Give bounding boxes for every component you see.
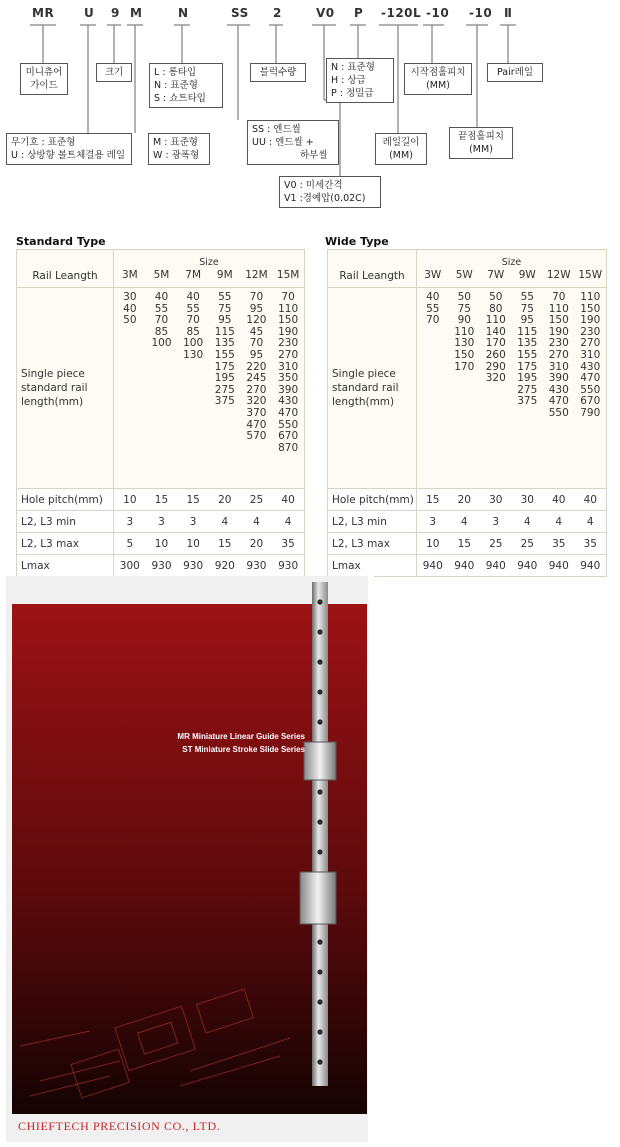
length-value: 275 — [517, 383, 538, 396]
length-value: 75 — [218, 302, 232, 315]
box-line: V1 :경예압(0.02C) — [284, 193, 366, 204]
row-values — [114, 516, 304, 528]
row-value: 4 — [253, 515, 260, 528]
box-line: Pair레일 — [496, 67, 534, 78]
length-value: 110 — [454, 325, 475, 338]
length-value: 40 — [123, 302, 137, 315]
length-value: 40 — [426, 291, 440, 303]
size-header — [417, 250, 607, 288]
box-size — [96, 63, 132, 82]
box-line: 블럭수량 — [259, 67, 297, 78]
row-value: 930 — [151, 559, 172, 572]
length-value: 115 — [214, 325, 235, 338]
row-values — [417, 560, 606, 572]
length-column — [449, 292, 479, 420]
box-line: 가이드 — [30, 80, 58, 91]
length-value: 150 — [454, 348, 475, 361]
row-value: 15 — [186, 493, 200, 506]
length-value: 155 — [214, 348, 235, 361]
lengths-columns — [417, 292, 606, 420]
length-column — [273, 292, 303, 454]
box-line: (MM) — [469, 144, 493, 155]
length-column — [241, 292, 271, 454]
row-values — [417, 516, 606, 528]
length-value: 550 — [278, 418, 299, 431]
box-line: 끝점홀피치 — [458, 131, 504, 142]
row-label: L2, L3 min — [328, 511, 417, 533]
length-value: 110 — [580, 291, 601, 303]
code-seal: SS — [231, 6, 249, 20]
lengths-label-cell — [17, 288, 114, 489]
lengths-label: Single piece standard rail length(mm) — [332, 368, 399, 408]
size-code: 7M — [185, 269, 202, 281]
length-value: 85 — [154, 325, 169, 338]
length-value: 130 — [454, 337, 475, 350]
row-values — [417, 494, 606, 506]
length-column — [481, 292, 511, 420]
size-code: 5W — [455, 269, 473, 281]
length-value: 95 — [520, 314, 534, 327]
box-line: SS : 엔드씰 — [252, 124, 301, 135]
size-code: 9W — [518, 269, 536, 281]
length-value: 270 — [548, 348, 569, 361]
box-block-type — [149, 63, 223, 108]
row-value: 4 — [555, 515, 563, 528]
length-value: 50 — [489, 291, 503, 303]
length-value: 40 — [186, 291, 200, 303]
row-value: 940 — [454, 559, 475, 572]
box-line: 시작점홀피치 — [410, 67, 466, 78]
size-label: Size — [501, 257, 522, 268]
length-value: 70 — [186, 314, 200, 327]
box-line: 무기호 : 표준형 — [11, 137, 76, 148]
box-line: V0 : 미세간격 — [284, 180, 343, 191]
length-value: 195 — [214, 372, 235, 385]
row-value: 35 — [583, 537, 597, 550]
linear-rail — [312, 582, 328, 1086]
length-value: 85 — [186, 325, 200, 338]
row-value: 25 — [249, 493, 264, 506]
length-value: 370 — [246, 406, 267, 419]
length-value: 95 — [218, 314, 232, 327]
length-value: 150 — [278, 314, 299, 327]
length-value: 50 — [457, 291, 471, 303]
row-value: 25 — [520, 537, 534, 550]
size-code: 9M — [216, 269, 233, 281]
standard-type-table — [16, 249, 305, 577]
row-label: L2, L3 max — [328, 533, 417, 555]
row-value: 10 — [123, 493, 137, 506]
length-value: 390 — [278, 383, 299, 396]
row-value: 3 — [492, 515, 500, 528]
length-value: 470 — [580, 372, 601, 385]
box-width — [148, 133, 210, 165]
length-value: 100 — [183, 337, 204, 350]
length-value: 115 — [517, 325, 538, 338]
row-value: 930 — [246, 559, 267, 572]
row-value: 4 — [284, 515, 292, 528]
length-value: 170 — [485, 337, 506, 350]
lengths-cell — [114, 288, 305, 489]
length-value: 70 — [426, 314, 440, 327]
length-column — [575, 292, 605, 420]
series-line-2: ST Miniature Stroke Slide Series — [182, 745, 305, 754]
size-code: 12W — [546, 269, 571, 281]
catalog-cover-art — [0, 576, 374, 1142]
row-value: 940 — [580, 559, 601, 572]
length-value: 190 — [278, 325, 299, 338]
row-value: 15 — [154, 493, 169, 506]
code-rail-length: -120L — [381, 6, 422, 20]
size-header — [114, 250, 305, 288]
length-value: 310 — [278, 360, 299, 373]
box-material — [6, 133, 132, 165]
size-label: Size — [199, 257, 219, 268]
length-value: 390 — [548, 372, 569, 385]
code-block-qty: 2 — [273, 6, 282, 20]
length-value: 430 — [548, 383, 569, 396]
length-value: 790 — [580, 406, 601, 419]
length-value: 220 — [246, 360, 267, 373]
row-value: 10 — [154, 537, 169, 550]
lengths-label: Single piece standard rail length(mm) — [21, 368, 88, 408]
code-width: M — [130, 6, 143, 20]
length-value: 470 — [278, 406, 299, 419]
rail-length-label: Rail Leangth — [32, 269, 98, 282]
length-value: 570 — [246, 430, 267, 443]
length-column — [544, 292, 574, 420]
box-precision — [326, 58, 394, 103]
box-line: 하부씰 — [300, 150, 328, 161]
length-value: 470 — [548, 395, 569, 408]
length-value: 270 — [580, 337, 601, 350]
length-value: 175 — [517, 360, 538, 373]
size-code: 15W — [578, 269, 603, 281]
row-value: 4 — [460, 515, 468, 528]
box-line: N : 표준형 — [154, 80, 198, 91]
length-value: 30 — [123, 291, 137, 303]
length-column — [418, 292, 448, 420]
code-size: 9 — [111, 6, 120, 20]
length-value: 90 — [457, 314, 471, 327]
slide-block-upper — [304, 742, 336, 780]
length-column — [178, 292, 208, 454]
box-line: W : 광폭형 — [153, 150, 200, 161]
row-value: 940 — [422, 559, 443, 572]
box-line: U : 상방향 볼트체결용 레일 — [11, 150, 126, 161]
length-value: 320 — [246, 395, 267, 408]
row-values — [114, 560, 304, 572]
size-code: 3W — [424, 269, 442, 281]
length-value: 55 — [186, 302, 200, 315]
length-value: 310 — [580, 348, 601, 361]
box-line: 레일길이 — [382, 137, 420, 148]
length-value: 270 — [246, 383, 267, 396]
length-value: 50 — [123, 314, 137, 327]
size-code: 15M — [276, 269, 300, 281]
row-label: Lmax — [328, 555, 417, 577]
row-value: 10 — [426, 537, 440, 550]
row-value: 15 — [218, 537, 232, 550]
length-value: 230 — [278, 337, 299, 350]
row-value: 3 — [158, 515, 165, 528]
row-value: 10 — [186, 537, 200, 550]
length-value: 230 — [580, 325, 601, 338]
size-codes — [114, 269, 304, 281]
length-value: 320 — [485, 372, 506, 385]
row-value: 940 — [548, 559, 569, 572]
length-value: 195 — [517, 372, 538, 385]
length-value: 175 — [214, 360, 235, 373]
row-value: 30 — [520, 493, 534, 506]
length-value: 550 — [548, 406, 569, 419]
product-catalog-photo — [0, 576, 374, 1142]
size-code: 12M — [245, 269, 268, 281]
length-value: 55 — [426, 302, 440, 315]
length-column — [512, 292, 542, 420]
row-label: L2, L3 max — [17, 533, 114, 555]
row-value: 3 — [126, 515, 134, 528]
series-line-1: MR Miniature Linear Guide Series — [177, 732, 305, 741]
row-value: 920 — [214, 559, 235, 572]
row-value: 930 — [183, 559, 204, 572]
length-value: 670 — [278, 430, 299, 443]
row-value: 300 — [119, 559, 140, 572]
length-column — [210, 292, 240, 454]
length-value: 55 — [154, 302, 169, 315]
length-value: 75 — [457, 302, 471, 315]
length-value: 170 — [454, 360, 475, 373]
length-value: 45 — [249, 325, 264, 338]
company-name: CHIEFTECH PRECISION CO., LTD. — [18, 1119, 221, 1133]
row-values — [114, 538, 304, 550]
length-value: 110 — [278, 302, 299, 315]
row-values — [417, 538, 606, 550]
row-value: 4 — [586, 515, 594, 528]
code-precision: P — [354, 6, 364, 20]
row-value: 940 — [517, 559, 538, 572]
row-value: 40 — [583, 493, 597, 506]
box-line: N : 표준형 — [331, 62, 375, 73]
row-value: 35 — [552, 537, 566, 550]
rail-length-header — [328, 250, 417, 288]
row-value: 3 — [429, 515, 437, 528]
lengths-columns — [114, 292, 304, 454]
length-value: 150 — [580, 302, 601, 315]
length-value: 130 — [183, 348, 204, 361]
length-value: 550 — [580, 383, 601, 396]
box-miniature-guide — [20, 63, 68, 95]
wide-type-title: Wide Type — [325, 235, 389, 248]
wide-type-table — [327, 249, 607, 577]
code-end-pitch: -10 — [469, 6, 493, 20]
length-value: 310 — [548, 360, 569, 373]
length-value: 55 — [520, 291, 534, 303]
length-value: 245 — [246, 372, 267, 385]
length-value: 430 — [580, 360, 601, 373]
length-value: 375 — [214, 395, 235, 408]
length-value: 470 — [246, 418, 267, 431]
row-value: 20 — [249, 537, 264, 550]
size-codes — [417, 269, 606, 281]
box-line: (MM) — [426, 80, 450, 91]
length-value: 120 — [246, 314, 267, 327]
length-value: 230 — [548, 337, 569, 350]
length-value: 100 — [151, 337, 172, 350]
row-value: 15 — [457, 537, 471, 550]
length-value: 70 — [552, 291, 566, 303]
length-value: 75 — [520, 302, 534, 315]
row-value: 25 — [489, 537, 503, 550]
row-value: 30 — [489, 493, 503, 506]
length-value: 80 — [489, 302, 503, 315]
length-value: 155 — [517, 348, 538, 361]
length-value: 350 — [278, 372, 299, 385]
row-label: Hole pitch(mm) — [17, 489, 114, 511]
box-line: L : 롱타입 — [154, 67, 197, 78]
length-value: 135 — [214, 337, 235, 350]
length-value: 430 — [278, 395, 299, 408]
row-label: L2, L3 min — [17, 511, 114, 533]
code-mr: MR — [32, 6, 55, 20]
code-preload: V0 — [316, 6, 335, 20]
length-value: 70 — [281, 291, 295, 303]
box-line: M : 표준형 — [153, 137, 198, 148]
lengths-cell — [417, 288, 607, 489]
length-value: 375 — [517, 395, 538, 408]
row-value: 4 — [221, 515, 229, 528]
length-value: 55 — [218, 291, 232, 303]
row-label: Hole pitch(mm) — [328, 489, 417, 511]
length-value: 670 — [580, 395, 601, 408]
length-value: 870 — [278, 441, 299, 454]
length-value: 95 — [249, 302, 264, 315]
length-value: 190 — [548, 325, 569, 338]
rail-length-header — [17, 250, 114, 288]
length-value: 95 — [249, 348, 264, 361]
box-line: (MM) — [389, 150, 413, 161]
row-value: 20 — [218, 493, 232, 506]
length-value: 70 — [249, 337, 264, 350]
row-value: 5 — [126, 537, 134, 550]
row-value: 930 — [278, 559, 299, 572]
size-code: 5M — [153, 269, 170, 281]
box-pair-rail — [487, 63, 543, 82]
lengths-label-cell — [328, 288, 417, 489]
row-value: 3 — [189, 515, 197, 528]
box-rail-length — [375, 133, 427, 165]
length-value: 110 — [485, 314, 506, 327]
length-value: 140 — [485, 325, 506, 338]
row-value: 20 — [457, 493, 471, 506]
length-column — [146, 292, 176, 454]
length-value: 110 — [548, 302, 569, 315]
row-value: 35 — [281, 537, 295, 550]
row-label: Lmax — [17, 555, 114, 577]
length-column — [115, 292, 145, 454]
row-value: 4 — [523, 515, 531, 528]
box-seal — [247, 120, 339, 165]
size-code: 7W — [487, 269, 505, 281]
box-end-pitch — [449, 127, 513, 159]
row-value: 40 — [281, 493, 295, 506]
box-line: S : 쇼트타입 — [154, 93, 206, 104]
code-u: U — [84, 6, 95, 20]
rail-length-label: Rail Leangth — [339, 269, 405, 282]
box-line: UU : 엔드씰 + — [252, 137, 314, 148]
box-start-pitch — [404, 63, 472, 95]
length-value: 190 — [580, 314, 601, 327]
length-value: 270 — [278, 348, 299, 361]
box-line: 크기 — [104, 67, 124, 78]
box-line: H : 상급 — [331, 75, 366, 86]
size-code: 3M — [121, 269, 138, 281]
length-value: 70 — [154, 314, 169, 327]
length-value: 290 — [485, 360, 506, 373]
length-value: 70 — [249, 291, 264, 303]
length-value: 260 — [485, 348, 506, 361]
standard-type-title: Standard Type — [16, 235, 106, 248]
length-value: 275 — [214, 383, 235, 396]
code-pair: Ⅱ — [504, 6, 513, 20]
length-value: 135 — [517, 337, 538, 350]
row-values — [114, 494, 304, 506]
box-line: P : 정밀급 — [331, 88, 374, 99]
code-block-type: N — [178, 6, 189, 20]
box-preload — [279, 176, 381, 208]
slide-block-lower — [300, 872, 336, 924]
row-value: 940 — [485, 559, 506, 572]
box-block-qty — [250, 63, 306, 82]
row-value: 40 — [552, 493, 566, 506]
code-start-pitch: -10 — [426, 6, 450, 20]
length-value: 40 — [154, 291, 169, 303]
row-value: 15 — [426, 493, 440, 506]
box-line: 미니츄어 — [25, 67, 63, 78]
length-value: 150 — [548, 314, 569, 327]
